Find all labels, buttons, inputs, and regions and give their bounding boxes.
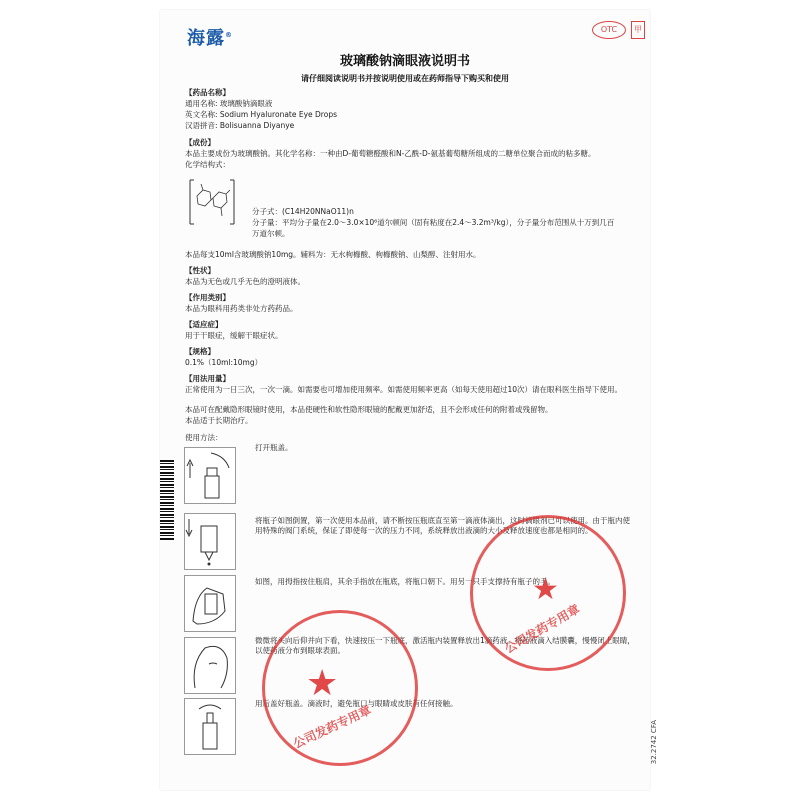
document-title: 玻璃酸钠滴眼液说明书	[339, 54, 470, 69]
step-3-text: 如图，用拇指按住瓶肩，其余手指放在瓶底，将瓶口朝下。用另一只手支撑持有瓶子的手。	[255, 577, 555, 586]
step-1-text: 打开瓶盖。	[255, 443, 293, 452]
usage-heading: 【用法用量】	[185, 374, 230, 383]
class-badge: 甲	[631, 21, 645, 39]
barcode	[160, 460, 174, 540]
pinyin-name: 汉语拼音: Bolisuanna Diyanye	[185, 121, 295, 130]
structure-label: 化学结构式：	[185, 160, 230, 169]
chemical-structure-diagram	[187, 176, 237, 228]
molecular-weight-1: 分子量：平均分子量在2.0～3.0×10⁶道尔顿间（固有粘度在2.4～3.2m³/kg），分子量分布范围从十万到几百	[252, 218, 615, 227]
english-name: 英文名称: Sodium Hyaluronate Eye Drops	[185, 110, 337, 119]
stamp-star-icon-2: ★	[306, 663, 339, 704]
usage-line-2: 本品可在配戴隐形眼镜时使用，本品使硬性和软性隐形眼镜的配戴更加舒适，且不会形成任何的附着或残留物。	[185, 405, 553, 414]
method-label: 使用方法：	[185, 433, 223, 442]
category-text: 本品为眼科用药类非处方药药品。	[185, 304, 298, 313]
step-2-text: 将瓶子如图倒置，第一次使用本品前，请不断按压瓶底直至第一滴液体滴出，这时滴眼剂已可以使用。由于瓶内使用特殊的阀门系统，保证了即使每一次的压力不同，系统释放出液滴的大小及释放速度也都是相同的。	[255, 516, 630, 535]
step-5-illustration	[184, 698, 236, 755]
step-1-illustration	[184, 447, 236, 504]
step-4-illustration	[184, 637, 236, 694]
molecular-weight-2: 万道尔顿。	[252, 229, 290, 238]
usage-line-3: 本品适于长期治疗。	[185, 416, 253, 425]
spec-text: 0.1%（10ml:10mg）	[185, 358, 263, 367]
generic-name: 通用名称: 玻璃酸钠滴眼液	[185, 99, 273, 108]
step-4-text: 微微将头向后仰并向下看，快速按压一下瓶底，激活瓶内装置释放出1滴药液。将药液滴入结膜囊，慢慢闭上眼睛，以使药液分布到眼球表面。	[255, 636, 635, 655]
ingredients-line: 本品主要成份为玻璃酸钠。其化学名称：一种由D-葡萄糖醛酸和N-乙酰-D-氨基葡萄糖所组成的二糖单位聚合而成的粘多糖。	[185, 149, 596, 158]
side-code: 32.2742 CFA	[650, 720, 658, 765]
step-3-illustration	[184, 575, 236, 632]
name-heading: 【药品名称】	[185, 88, 230, 97]
character-heading: 【性状】	[185, 266, 215, 275]
excipients-line: 本品每支10ml含玻璃酸钠10mg。辅料为：无水枸橼酸、枸橼酸钠、山梨醇、注射用水。	[185, 250, 481, 259]
stamp-star-icon-1: ★	[532, 572, 559, 607]
stamp-text-2: 公司发药专用章	[291, 702, 374, 752]
otc-badge: OTC	[592, 21, 626, 39]
indication-text: 用于干眼症，缓解干眼症状。	[185, 331, 283, 340]
character-text: 本品为无色或几乎无色的澄明液体。	[185, 277, 305, 286]
step-2-illustration	[184, 513, 236, 570]
document-subtitle: 请仔细阅读说明书并按说明使用或在药师指导下购买和使用	[301, 74, 509, 83]
spec-heading: 【规格】	[185, 347, 215, 356]
ingredients-heading: 【成份】	[185, 138, 215, 147]
brand-logo: 海露®	[187, 28, 233, 49]
category-heading: 【作用类别】	[185, 293, 230, 302]
step-5-text: 用后盖好瓶盖。滴液时，避免瓶口与眼睛或皮肤有任何接触。	[255, 699, 458, 708]
indication-heading: 【适应症】	[185, 320, 223, 329]
stamp-text-1: 公司发药专用章	[502, 601, 583, 656]
molecular-formula: 分子式：(C14H20NNaO11)n	[252, 207, 354, 216]
usage-line-1: 正常使用为一日三次，一次一滴。如需要也可增加使用频率。如需使用频率更高（如每天使用超过10次）请在眼科医生指导下使用。	[185, 385, 623, 394]
pharmacy-stamp-2	[262, 610, 418, 766]
